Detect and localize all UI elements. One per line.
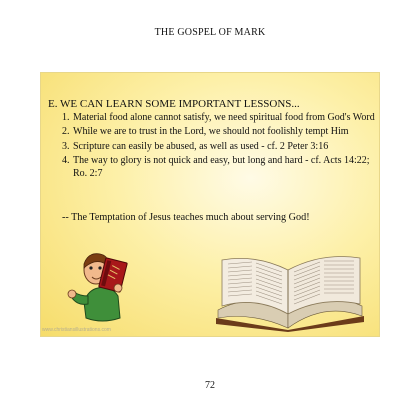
list-item-number: 2.: [62, 126, 70, 138]
list-item-text: Material food alone cannot satisfy, we need spiritual food from God's Word: [73, 112, 375, 123]
man-holding-bible-illustration: [58, 246, 134, 324]
list-item: [62, 141, 378, 153]
list-item: [62, 112, 378, 124]
list-item-text: While we are to trust in the Lord, we should not foolishly tempt Him: [73, 126, 349, 138]
list-item: [62, 126, 378, 138]
page-header-title: THE GOSPEL OF MARK: [154, 27, 266, 38]
list-item-number: 4.: [62, 155, 70, 167]
page-number: 72: [205, 380, 215, 391]
illustration-watermark: www.christiansillustrations.com: [42, 327, 111, 333]
list-item-text: Scripture can easily be abused, as well as used - cf. 2 Peter 3:16: [73, 140, 329, 152]
lessons-list: [62, 112, 378, 182]
list-item: [62, 155, 378, 180]
slide-heading: E. WE CAN LEARN SOME IMPORTANT LESSONS...: [48, 98, 300, 110]
list-item-number: 1.: [62, 112, 70, 123]
list-item-text: The way to glory is not quick and easy, but long and hard - cf. Acts 14:22; Ro. 2:7: [73, 155, 370, 179]
slide-tagline: -- The Temptation of Jesus teaches much about serving God!: [62, 212, 310, 223]
list-item-number: 3.: [62, 140, 70, 152]
open-bible-illustration: [212, 252, 368, 332]
